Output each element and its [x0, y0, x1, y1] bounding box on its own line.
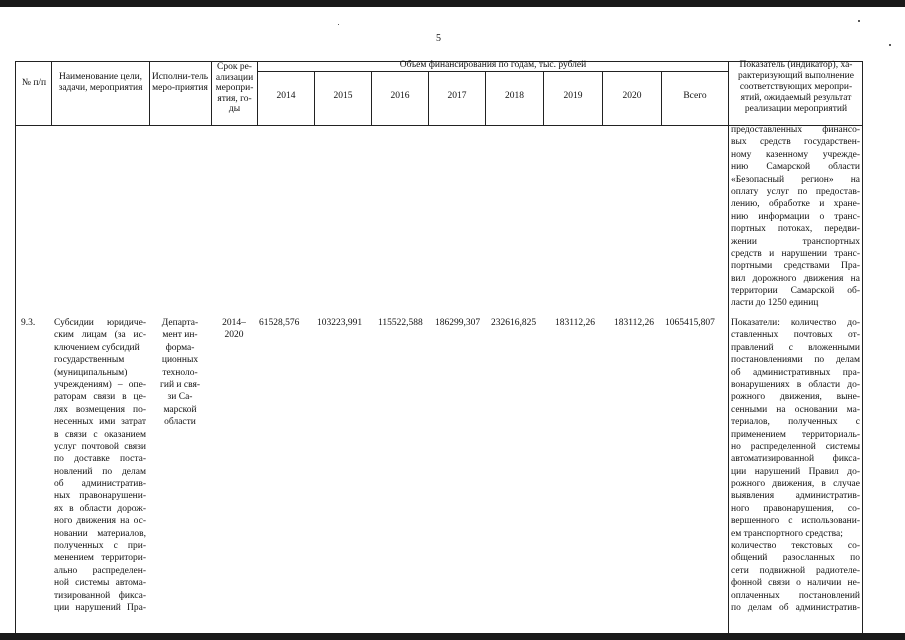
text-line: территории Самарской об-: [731, 286, 860, 297]
text-line: применением территориаль-: [731, 429, 860, 440]
text-line: оплату услуг по предостав-: [731, 186, 860, 197]
text-line: рожного движения, в случае: [731, 479, 860, 490]
text-line: государственным: [54, 355, 125, 366]
header-num: № п/п: [21, 78, 47, 88]
text-line: области: [164, 417, 196, 428]
row-name: [54, 317, 146, 614]
scan-speck: [858, 20, 860, 22]
text-line: нию Самарской области: [731, 162, 860, 173]
program-table: [15, 61, 863, 633]
value-2019: 183112,26: [555, 318, 596, 328]
text-line: жении транспортных: [731, 236, 860, 247]
col-border: [149, 61, 150, 125]
text-line: несенных ими затрат: [54, 417, 146, 428]
text-line: ях в области дорож-: [54, 503, 146, 514]
text-line: вершенного с использовани-: [731, 516, 860, 527]
text-line: ским лицам (за ис-: [54, 330, 146, 341]
text-line: Показатели: количество до-: [731, 318, 860, 328]
page-number: 5: [436, 33, 441, 44]
text-line: мент ин-: [162, 330, 198, 341]
text-line: териалов, полученных с: [731, 417, 860, 428]
text-line: средств и нарушении транс-: [731, 248, 860, 259]
text-line: портных потоках, передви-: [731, 224, 860, 235]
text-line: правлений с вложенными: [731, 342, 860, 353]
text-line: техноло-: [162, 367, 198, 378]
header-year: 2016: [390, 91, 410, 101]
text-line: в связи с оказанием: [54, 429, 146, 440]
text-line: ного правонарушения, со-: [731, 503, 860, 514]
value-2017: 186299,307: [435, 318, 481, 328]
text-line: новании материалов,: [54, 528, 146, 539]
col-border: [15, 61, 16, 633]
value-2018: 232616,825: [491, 318, 537, 328]
text-line: услуг почтовой связи: [54, 441, 146, 452]
text-line: ально распределен-: [54, 565, 146, 576]
text-line: об административных пра-: [731, 367, 860, 378]
value-2015: 103223,991: [317, 318, 363, 328]
header-year: 2019: [563, 91, 583, 101]
text-line: ных правонарушени-: [54, 491, 146, 502]
value-total: 1065415,807: [665, 318, 715, 328]
text-line: 2014–: [222, 318, 246, 328]
text-line: марской: [163, 404, 197, 415]
header-year: 2020: [622, 91, 642, 101]
text-line: об административ-: [54, 479, 146, 490]
header-year: 2017: [447, 91, 467, 101]
text-line: предоставленных финансо-: [731, 125, 860, 135]
scan-speck: [338, 24, 339, 25]
row-term: [213, 317, 255, 342]
text-line: нию информации о транс-: [731, 211, 860, 222]
scan-speck: [889, 44, 891, 46]
text-line: учреждениям) – опе-: [54, 379, 146, 390]
header-year: 2014: [276, 91, 296, 101]
header-term: Срок ре-ализации меропри-ятия, го-ды: [215, 62, 254, 114]
text-line: Субсидии юридиче-: [54, 318, 146, 328]
text-line: ному казенному учрежде-: [731, 149, 860, 160]
text-line: фонной связи о наличии не-: [731, 578, 860, 589]
value-2014: 61528,576: [259, 318, 300, 328]
text-line: сети подвижной радиотеле-: [731, 565, 860, 576]
text-line: зи Са-: [167, 392, 193, 403]
text-line: гий и свя-: [159, 379, 200, 390]
text-line: ции нарушений Пра-: [54, 602, 146, 613]
text-line: портными средствами Пра-: [731, 261, 860, 272]
header-year-total: Всего: [683, 91, 707, 101]
value-2016: 115522,588: [378, 318, 423, 328]
text-line: количество текстовых со-: [731, 541, 860, 552]
text-line: ной системы автома-: [54, 578, 146, 589]
header-year: 2018: [505, 91, 524, 101]
text-line: по делам об административ-: [731, 602, 860, 613]
text-line: 2020: [224, 330, 244, 341]
text-line: ционных: [161, 355, 199, 366]
text-line: Департа-: [161, 318, 199, 328]
text-line: форма-: [165, 342, 195, 353]
text-line: вых средств государствен-: [731, 137, 860, 148]
text-line: рожного движения, выне-: [731, 392, 860, 403]
text-line: вил дорожного движения на: [731, 273, 860, 284]
col-border: [728, 61, 729, 633]
col-border: [862, 61, 863, 633]
top-scan-edge: [0, 0, 905, 7]
text-line: тизированной фиксa-: [54, 590, 146, 601]
bottom-scan-edge: [0, 633, 905, 640]
text-line: ции нарушений Правил до-: [731, 466, 860, 477]
text-line: раторам связи в це-: [54, 392, 146, 403]
text-line: ставленных почтовых от-: [731, 330, 860, 341]
text-line: оплаченных постановлений: [731, 590, 860, 601]
text-line: сенными на основании ма-: [731, 404, 860, 415]
text-line: (муниципальным): [54, 367, 128, 378]
text-line: постановлениями по делам: [731, 355, 860, 366]
text-line: по доставке поста-: [54, 454, 146, 465]
text-line: ного движения на ос-: [54, 516, 146, 527]
header-year: 2015: [333, 91, 353, 101]
text-line: ласти до 1250 единиц: [731, 298, 819, 309]
text-line: новлений по делам: [54, 466, 146, 477]
text-line: ключением субсидий: [54, 342, 140, 353]
col-border: [51, 61, 52, 125]
indicator-continuation: [731, 124, 860, 310]
text-line: автоматизированной фикса-: [731, 454, 860, 465]
header-name: Наименование цели, задачи, мероприятия: [58, 72, 143, 93]
text-line: «Безопасный регион» на: [731, 174, 860, 185]
text-line: общений разосланных по: [731, 553, 860, 564]
text-line: полученных с при-: [54, 541, 146, 552]
row-indicator: [731, 317, 860, 614]
text-line: менением территори-: [54, 553, 146, 564]
header-finance: Объем финансирования по годам, тыс. рублей: [399, 60, 587, 70]
header-executor: Исполни-тель меро-приятия: [151, 72, 209, 93]
row-number: 9.3.: [21, 318, 36, 328]
text-line: но распределенной системы: [731, 441, 860, 452]
text-line: выявления административ-: [731, 491, 860, 502]
text-line: лях возмещения по-: [54, 404, 146, 415]
row-executor: [152, 317, 208, 429]
text-line: вонарушениях в области до-: [731, 379, 860, 390]
text-line: лению, обработке и хране-: [731, 199, 860, 210]
text-line: ем транспортного средства;: [731, 528, 843, 539]
header-indicator: Показатель (индикатор), ха-рактеризующий выполнение соответствующих меропри-ятий, ожидаемый результат реализации мероприятий: [738, 60, 854, 114]
finance-header-rule: [257, 71, 728, 72]
value-2020: 183112,26: [614, 318, 655, 328]
